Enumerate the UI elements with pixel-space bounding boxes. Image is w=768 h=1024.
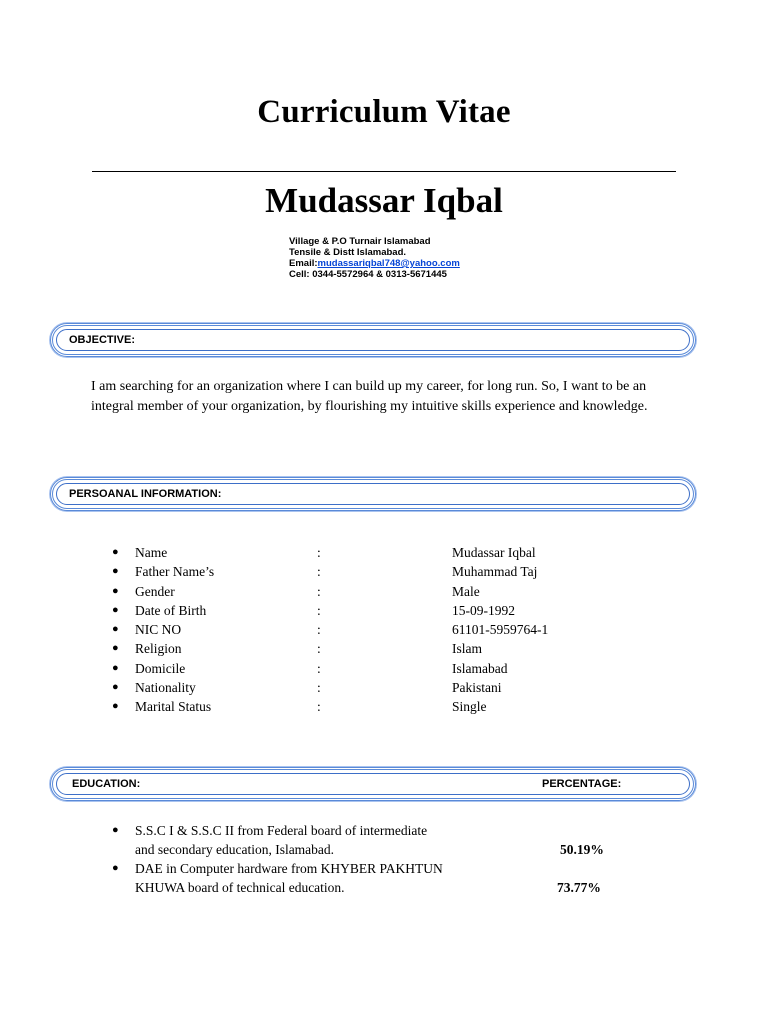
info-colon: :	[317, 641, 321, 657]
info-colon: :	[317, 622, 321, 638]
list-item	[0, 697, 768, 716]
education-line: DAE in Computer hardware from KHYBER PAKHTUN	[135, 861, 443, 876]
bullet-icon: ●	[112, 584, 119, 597]
info-label: Date of Birth	[135, 602, 207, 618]
objective-section-header	[50, 323, 696, 357]
info-value: Islamabad	[452, 660, 508, 676]
personal-info-list	[0, 543, 768, 717]
education-heading: EDUCATION:	[72, 778, 141, 790]
bullet-icon: ●	[112, 862, 119, 874]
info-value: Muhammad Taj	[452, 564, 538, 580]
cell-line: Cell: 0344-5572964 & 0313-5671445	[289, 269, 447, 280]
list-item	[0, 659, 768, 678]
bullet-icon: ●	[112, 661, 119, 674]
objective-text: I am searching for an organization where I can build up my career, for long run. So, I want to be an integral member of your organization, by flourishing my intuitive skills experience and knowledge.	[91, 379, 648, 414]
info-colon: :	[317, 660, 321, 676]
list-item	[0, 678, 768, 697]
info-value: Male	[452, 583, 480, 599]
bullet-icon: ●	[112, 642, 119, 655]
info-label: Name	[135, 545, 168, 560]
bullet-icon: ●	[112, 700, 119, 713]
list-item	[0, 562, 768, 581]
info-colon: :	[317, 545, 321, 560]
education-line: S.S.C I & S.S.C II from Federal board of intermediate	[135, 823, 428, 838]
list-item	[0, 601, 768, 620]
personal-info-section-header	[50, 477, 696, 511]
info-value: Pakistani	[452, 680, 502, 696]
bullet-icon: ●	[112, 603, 119, 616]
info-label: Religion	[135, 641, 182, 657]
bullet-icon: ●	[112, 546, 119, 558]
education-line: KHUWA board of technical education.	[135, 880, 345, 895]
list-item	[0, 582, 768, 601]
info-label: Nationality	[135, 680, 196, 696]
info-value: 61101-5959764-1	[452, 622, 549, 638]
personal-info-heading: PERSOANAL INFORMATION:	[69, 488, 222, 500]
info-colon: :	[317, 680, 321, 696]
info-label: Gender	[135, 583, 175, 599]
info-label: Father Name’s	[135, 564, 215, 580]
contact-block	[289, 236, 460, 280]
info-colon: :	[317, 602, 321, 618]
list-item	[0, 543, 768, 562]
info-value: Mudassar Iqbal	[452, 545, 536, 560]
list-item	[0, 639, 768, 658]
percentage-heading: PERCENTAGE:	[542, 778, 622, 790]
education-section-header	[50, 767, 696, 801]
info-colon: :	[317, 583, 321, 599]
education-percentage: 73.77%	[557, 880, 601, 895]
info-label: Marital Status	[135, 699, 212, 715]
bullet-icon: ●	[112, 565, 119, 578]
address-line-2: Tensile & Distt Islamabad.	[289, 247, 407, 258]
info-value: 15-09-1992	[452, 602, 515, 618]
candidate-name: Mudassar Iqbal	[265, 181, 503, 220]
email-label: Email:	[289, 258, 318, 269]
email-link[interactable]: mudassariqbal748@yahoo.com	[317, 258, 460, 269]
info-value: Islam	[452, 641, 482, 657]
info-label: NIC NO	[135, 622, 182, 638]
bullet-icon: ●	[112, 623, 119, 636]
info-label: Domicile	[135, 660, 186, 676]
education-percentage: 50.19%	[560, 842, 604, 857]
bullet-icon: ●	[112, 824, 119, 836]
info-colon: :	[317, 699, 321, 715]
title-divider	[92, 171, 676, 172]
objective-heading: OBJECTIVE:	[69, 334, 136, 346]
list-item	[0, 620, 768, 639]
bullet-icon: ●	[112, 681, 119, 694]
email-line	[289, 258, 460, 269]
document-title: Curriculum Vitae	[257, 94, 511, 130]
address-line-1: Village & P.O Turnair Islamabad	[289, 236, 431, 247]
info-value: Single	[452, 699, 487, 715]
info-colon: :	[317, 564, 321, 580]
education-line: and secondary education, Islamabad.	[135, 842, 335, 857]
